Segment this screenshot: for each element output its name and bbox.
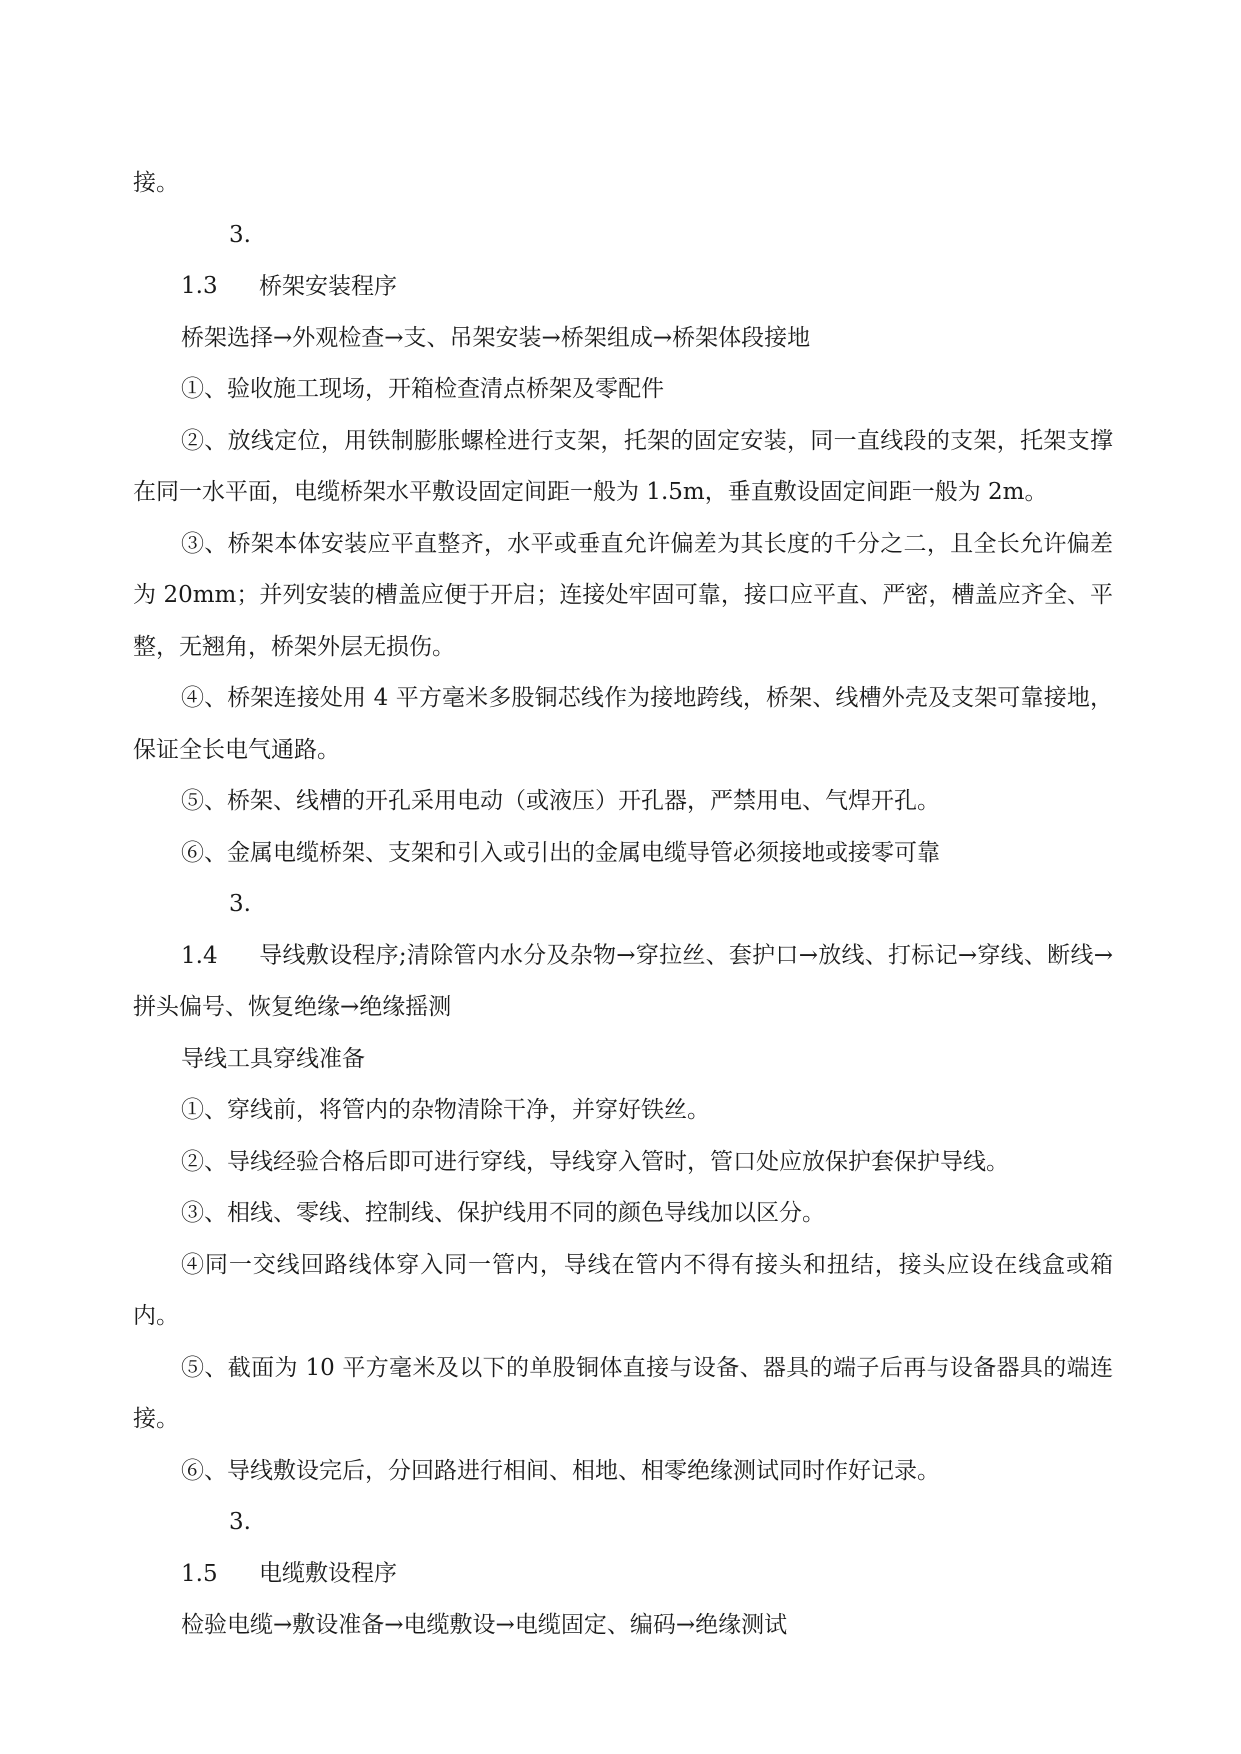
process-flow-cable: 检验电缆→敷设准备→电缆敷设→电缆固定、编码→绝缘测试 bbox=[181, 1612, 788, 1638]
section-heading-3-1-4 bbox=[133, 879, 1113, 1034]
subheading-wire-prep: 导线工具穿线准备 bbox=[181, 1045, 365, 1072]
document-body bbox=[133, 158, 1113, 1652]
wire-list-item-1: ①、穿线前，将管内的杂物清除干净，并穿好铁丝。 bbox=[181, 1097, 710, 1123]
list-item-5: ⑤、桥架、线槽的开孔采用电动（或液压）开孔器，严禁用电、气焊开孔。 bbox=[181, 788, 940, 814]
section-heading-3-1-5 bbox=[133, 1497, 1113, 1600]
list-item-4: ④、桥架连接处用 4 平方毫米多股铜芯线作为接地跨线，桥架、线槽外壳及支架可靠接地，保证全长电气通路。 bbox=[133, 685, 1113, 763]
section-number: 3.1.4 bbox=[181, 891, 251, 969]
process-flow-bridge: 桥架选择→外观检查→支、吊架安装→桥架组成→桥架体段接地 bbox=[181, 324, 811, 351]
list-item-6: ⑥、金属电缆桥架、支架和引入或引出的金属电缆导管必须接地或接零可靠 bbox=[181, 839, 940, 866]
list-item-1: ①、验收施工现场，开箱检查清点桥架及零配件 bbox=[181, 376, 664, 402]
wire-list-item-3: ③、相线、零线、控制线、保护线用不同的颜色导线加以区分。 bbox=[181, 1200, 825, 1226]
wire-list-item-2: ②、导线经验合格后即可进行穿线，导线穿入管时，管口处应放保护套保护导线。 bbox=[181, 1148, 1009, 1175]
section-number: 3.1.3 bbox=[181, 221, 251, 299]
section-title: 电缆敷设程序 bbox=[259, 1560, 397, 1587]
wire-list-item-5: ⑤、截面为 10 平方毫米及以下的单股铜体直接与设备、器具的端子后再与设备器具的端连接。 bbox=[133, 1354, 1113, 1432]
section-number: 3.1.5 bbox=[181, 1509, 251, 1587]
list-item-3: ③、桥架本体安装应平直整齐，水平或垂直允许偏差为其长度的千分之二，且全长允许偏差为 20mm；并列安装的槽盖应便于开启；连接处牢固可靠，接口应平直、严密，槽盖应齐全、平整，无翘角，桥架外层无损伤。 bbox=[133, 530, 1113, 660]
section-heading-3-1-3 bbox=[133, 210, 1113, 313]
paragraph-continuation: 接。 bbox=[133, 170, 179, 196]
wire-list-item-4: ④同一交线回路线体穿入同一管内，导线在管内不得有接头和扭结，接头应设在线盒或箱内。 bbox=[133, 1251, 1113, 1329]
list-item-2: ②、放线定位，用铁制膨胀螺栓进行支架，托架的固定安装，同一直线段的支架，托架支撑在同一水平面，电缆桥架水平敷设固定间距一般为 1.5m，垂直敷设固定间距一般为 2m。 bbox=[133, 427, 1113, 505]
section-title: 桥架安装程序 bbox=[259, 273, 397, 299]
section-text: 导线敷设程序;清除管内水分及杂物→穿拉丝、套护口→放线、打标记→穿线、断线→拼头偏号、恢复绝缘→绝缘摇测 bbox=[133, 942, 1113, 1020]
wire-list-item-6: ⑥、导线敷设完后，分回路进行相间、相地、相零绝缘测试同时作好记录。 bbox=[181, 1457, 940, 1484]
